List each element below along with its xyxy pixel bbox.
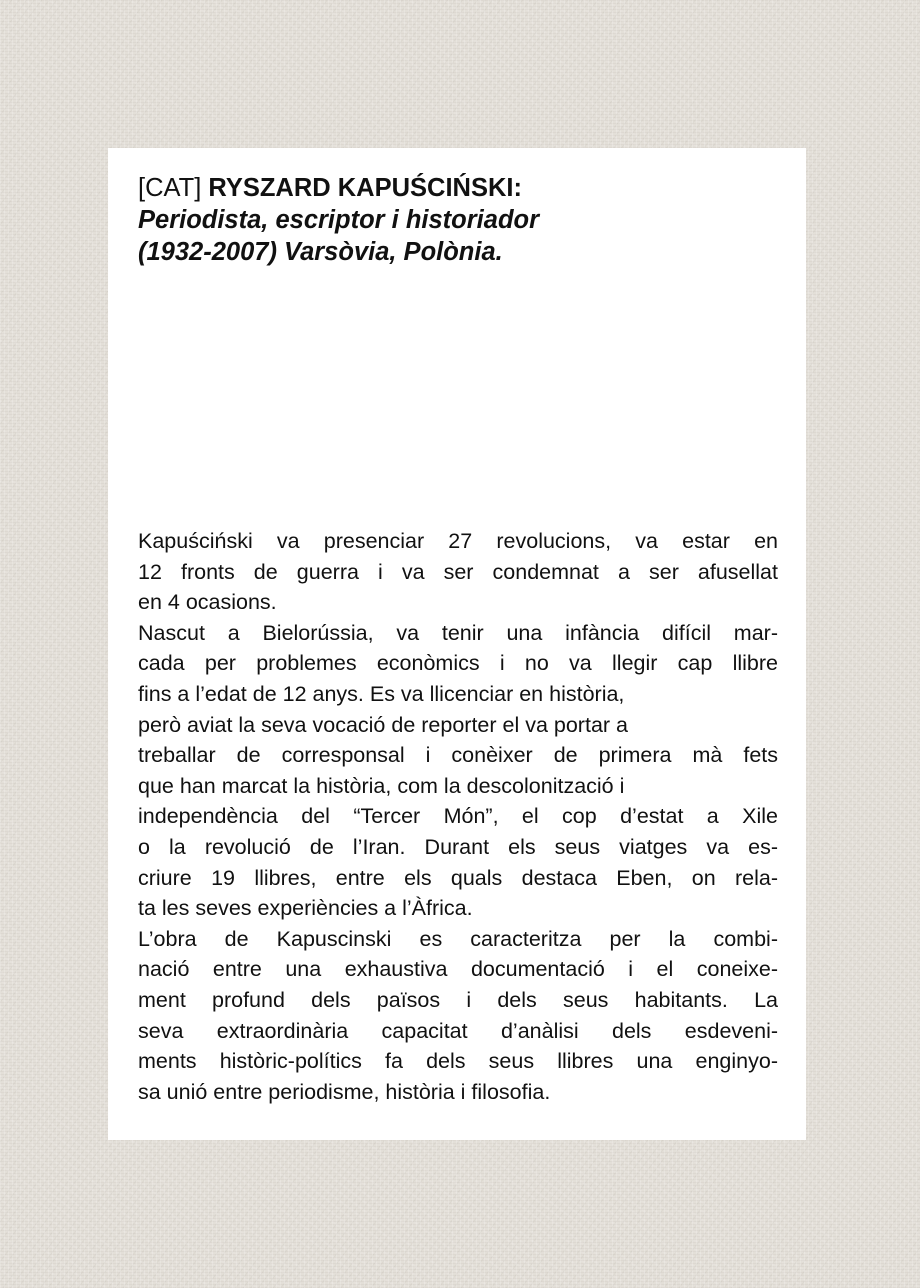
- bio-card: [108, 148, 806, 1140]
- body-line: treballar de corresponsal i conèixer de primera mà fets: [138, 743, 778, 768]
- body-line: ta les seves experiències a l’Àfrica.: [138, 896, 473, 921]
- subtitle-line-1: Periodista, escriptor i historiador: [138, 206, 540, 234]
- biography-text: [138, 526, 788, 1107]
- body-line: ment profund dels països i dels seus habitants. La: [138, 987, 778, 1012]
- subtitle-line-2: (1932-2007) Varsòvia, Polònia.: [138, 238, 503, 266]
- body-line: fins a l’edat de 12 anys. Es va llicenciar en història,: [138, 681, 625, 706]
- body-line: ments històric-polítics fa dels seus llibres una enginyo-: [138, 1049, 778, 1074]
- body-line: Kapuściński va presenciar 27 revolucions, va estar en: [138, 529, 778, 553]
- body-line: L’obra de Kapuscinski es caracteritza per la combi-: [138, 926, 778, 951]
- body-line: seva extraordinària capacitat d’anàlisi dels esdeveni-: [138, 1018, 778, 1043]
- language-tag: [CAT]: [138, 174, 202, 202]
- body-line: nació entre una exhaustiva documentació i el coneixe-: [138, 957, 778, 982]
- body-line: cada per problemes econòmics i no va llegir cap llibre: [138, 651, 778, 676]
- body-line: però aviat la seva vocació de reporter el va portar a: [138, 712, 628, 737]
- body-line: criure 19 llibres, entre els quals destaca Eben, on rela-: [138, 865, 778, 890]
- card-heading: [138, 172, 788, 268]
- body-line: independència del “Tercer Món”, el cop d’estat a Xile: [138, 804, 778, 829]
- body-line: o la revolució de l’Iran. Durant els seus viatges va es-: [138, 834, 778, 859]
- body-line: que han marcat la història, com la descolonització i: [138, 773, 625, 798]
- body-line: sa unió entre periodisme, història i filosofia.: [138, 1079, 551, 1104]
- body-line: en 4 ocasions.: [138, 590, 277, 615]
- body-line: Nascut a Bielorússia, va tenir una infància difícil mar-: [138, 620, 778, 645]
- person-name: RYSZARD KAPUŚCIŃSKI:: [208, 174, 522, 202]
- body-line: 12 fronts de guerra i va ser condemnat a ser afusellat: [138, 559, 778, 584]
